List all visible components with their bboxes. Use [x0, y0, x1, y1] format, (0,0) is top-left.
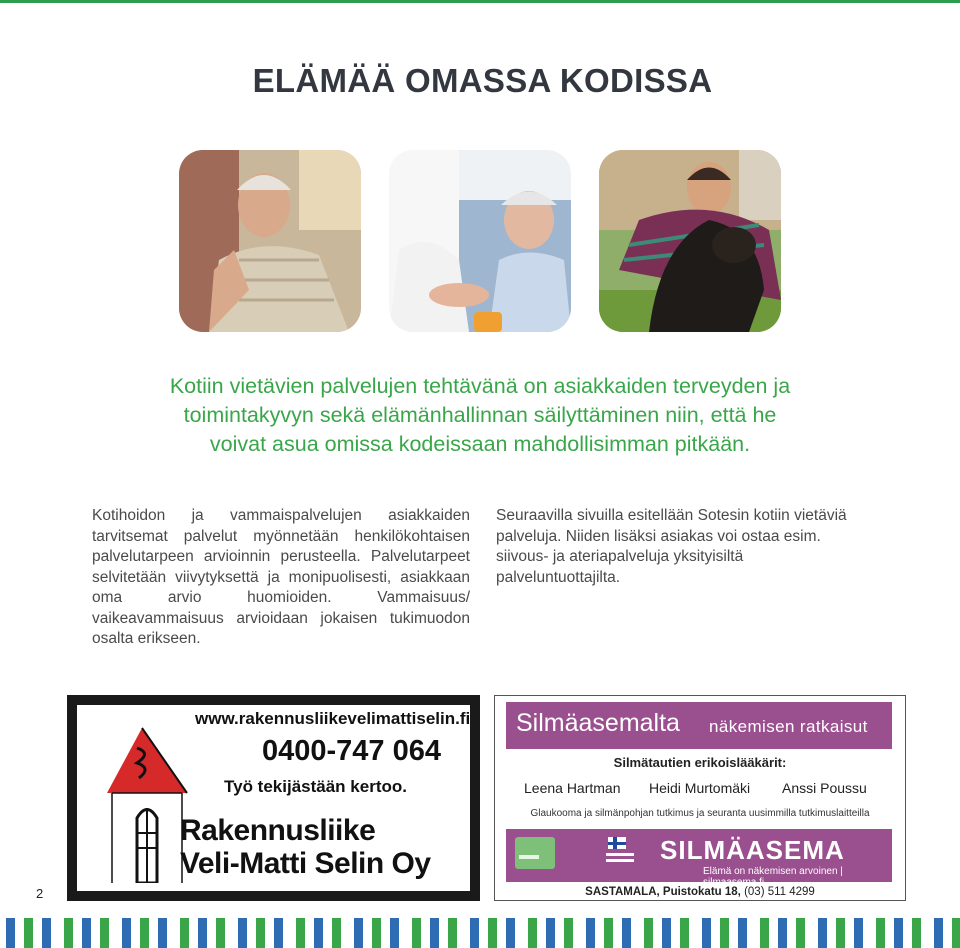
stripe: [100, 918, 109, 948]
ad-rakennusliike-company: [180, 814, 431, 880]
stripe: [238, 918, 247, 948]
stripe: [158, 918, 167, 948]
page-number: 2: [36, 886, 44, 901]
stripe: [836, 918, 845, 948]
lead-line: Kotiin vietävien palvelujen tehtävänä on asiakkaiden terveyden ja: [169, 374, 791, 398]
decorative-stripe-band: [0, 918, 960, 948]
card-icon: [515, 837, 555, 869]
ad-silmaasema-header: [506, 702, 892, 749]
stripe: [390, 918, 399, 948]
ad-phone: (03) 511 4299: [740, 886, 815, 898]
photo-caregiver: [389, 150, 571, 332]
ad-rakennusliike-url[interactable]: www.rakennusliikevelimattiselin.fi: [195, 709, 470, 728]
stripe: [912, 918, 921, 948]
doctor-name: Anssi Poussu: [782, 780, 867, 796]
stripe: [662, 918, 671, 948]
stripe: [216, 918, 225, 948]
stripe: [622, 918, 631, 948]
company-line: Veli-Matti Selin Oy: [180, 847, 431, 880]
stripe: [488, 918, 497, 948]
stripe: [796, 918, 805, 948]
stripe: [296, 918, 305, 948]
stripe: [470, 918, 479, 948]
stripe: [314, 918, 323, 948]
stripe: [760, 918, 769, 948]
photo-woman-with-dog: [599, 150, 781, 332]
stripe: [198, 918, 207, 948]
ad-silmaasema[interactable]: [494, 695, 906, 901]
stripe: [564, 918, 573, 948]
stripe: [644, 918, 653, 948]
ad-rakennusliike-phone: 0400-747 064: [262, 735, 441, 767]
lead-line: toimintakyvyn sekä elämänhallinnan säilyttäminen niin, että he: [183, 403, 777, 427]
stripe: [256, 918, 265, 948]
stripe: [720, 918, 729, 948]
body-column-left: Kotihoidon ja vammaispalvelujen asiakkaiden tarvitsemat palvelut myönnetään henkilökohtaisen palvelutarpeen arvioinnin perusteella. Palvelutarpeet selvitetään viivytyksettä ja monipuolisesti, asiakkaan oma arvio huomioiden. Vammaisuus/ vaikeavammaisuus arvioidaan jokaisen tukimuodon osalta erikseen.: [92, 507, 470, 647]
ad-heading-big: Silmäasemalta: [516, 709, 680, 737]
stripe: [738, 918, 747, 948]
top-rule: [0, 0, 960, 3]
stripe: [876, 918, 885, 948]
stripe: [6, 918, 15, 948]
lead-paragraph: [100, 372, 860, 459]
stripe: [82, 918, 91, 948]
stripe: [934, 918, 943, 948]
ad-rakennusliike-slogan: Työ tekijästään kertoo.: [224, 777, 407, 796]
stripe: [528, 918, 537, 948]
ad-address: [495, 886, 905, 898]
lead-line: voivat asua omissa kodeissaan mahdollisimman pitkään.: [209, 432, 751, 456]
stripe: [354, 918, 363, 948]
stripe: [372, 918, 381, 948]
stripe: [680, 918, 689, 948]
stripe: [64, 918, 73, 948]
stripe: [604, 918, 613, 948]
stripe: [818, 918, 827, 948]
stripe: [952, 918, 960, 948]
stripe: [854, 918, 863, 948]
ad-brand: SILMÄASEMA: [660, 835, 845, 865]
ad-subheading: Silmätautien erikoislääkärit:: [613, 755, 787, 770]
stripe: [412, 918, 421, 948]
ad-rakennusliike-inner: [77, 705, 470, 891]
doctor-name: Leena Hartman: [524, 780, 621, 796]
doctor-name: Heidi Murtomäki: [649, 780, 751, 796]
stripe: [430, 918, 439, 948]
ad-heading-small: näkemisen ratkaisut: [709, 717, 868, 736]
stripe: [894, 918, 903, 948]
ad-note: Glaukooma ja silmänpohjan tutkimus ja seuranta uusimmilla tutkimuslaitteilla: [530, 808, 870, 819]
stripe: [448, 918, 457, 948]
stripe: [122, 918, 131, 948]
stripe: [180, 918, 189, 948]
stripe: [586, 918, 595, 948]
ad-rakennusliike[interactable]: [67, 695, 480, 901]
photo-elderly-man: [179, 150, 361, 332]
company-line: Rakennusliike: [180, 814, 376, 847]
ad-tagline: Elämä on näkemisen arvoinen | silmaasema.fi: [703, 866, 843, 888]
stripe: [274, 918, 283, 948]
stripe: [702, 918, 711, 948]
stripe: [24, 918, 33, 948]
ad-brand-bar: [506, 829, 892, 888]
ad-address-city: SASTAMALA, Puistokatu 18,: [585, 886, 741, 898]
stripe: [332, 918, 341, 948]
body-column-right: Seuraavilla sivuilla esitellään Sotesin kotiin vietäviä palveluja. Niiden lisäksi asiakas voi ostaa esim. siivous- ja ateriapalveluja yksityisiltä palveluntuottajilta.: [496, 507, 847, 586]
stripe: [546, 918, 555, 948]
finnish-flag-icon: [606, 835, 634, 869]
stripe: [506, 918, 515, 948]
page-title: ELÄMÄÄ OMASSA KODISSA: [252, 62, 713, 99]
stripe: [778, 918, 787, 948]
stripe: [140, 918, 149, 948]
stripe: [42, 918, 51, 948]
